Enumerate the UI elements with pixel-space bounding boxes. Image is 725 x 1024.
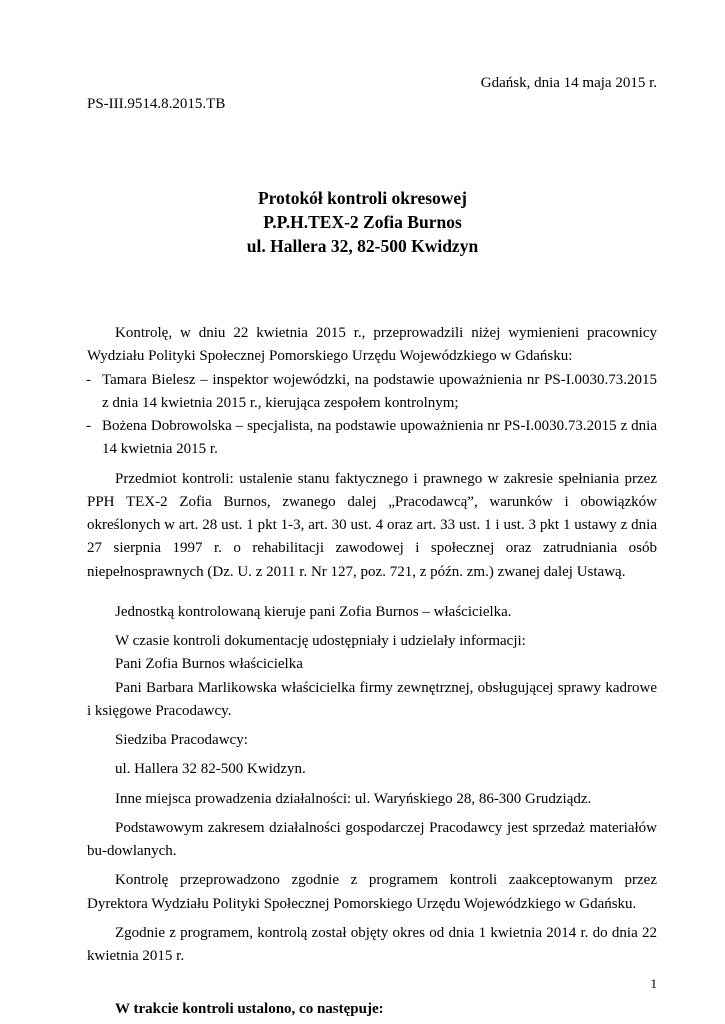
inspector-text: Bożena Dobrowolska – specjalista, na podstawie upoważnienia nr PS-I.0030.73.2015 z dnia 14 kwietnia 2015 r.: [102, 418, 657, 458]
intro-paragraph: Kontrolę, w dniu 22 kwietnia 2015 r., przeprowadzili niżej wymienieni pracownicy Wydziału Polityki Społecznej Pomorskiego Urzędu Wojewódzkiego w Gdańsku:: [87, 325, 657, 365]
title-line-2: P.P.H.TEX-2 Zofia Burnos: [263, 212, 462, 232]
other-places-paragraph: Inne miejsca prowadzenia działalności: ul. Waryńskiego 28, 86-300 Grudziądz.: [115, 790, 592, 807]
seat-label: Siedziba Pracodawcy:: [115, 732, 248, 748]
inspector-item: [87, 369, 657, 416]
seat-address: ul. Hallera 32 82-500 Kwidzyn.: [115, 761, 306, 778]
reference-number: PS-III.9514.8.2015.TB: [87, 96, 226, 112]
inspectors-list: [87, 369, 657, 462]
title-line-3: ul. Hallera 32, 82-500 Kwidzyn: [246, 236, 479, 256]
document-title: [0, 186, 725, 258]
inspector-item: [87, 415, 657, 462]
inspector-text: Tamara Bielesz – inspektor wojewódzki, na podstawie upoważnienia nr PS-I.0030.73.2015 z dnia 14 kwietnia 2015 r., kierująca zespołem kontrolnym;: [102, 371, 657, 411]
docs-person-1: Pani Zofia Burnos właścicielka: [115, 656, 303, 673]
place-date: Gdańsk, dnia 14 maja 2015 r.: [480, 75, 657, 91]
list-dash-marker: -: [86, 418, 91, 434]
program-paragraph: Kontrolę przeprowadzono zgodnie z programem kontroli zaakceptowanym przez Dyrektora Wydziału Polityki Społecznej Pomorskiego Urzędu Wojewódzkiego w Gdańsku.: [87, 872, 657, 912]
managed-by-paragraph: Jednostką kontrolowaną kieruje pani Zofia Burnos – właścicielka.: [115, 603, 512, 620]
subject-paragraph: Przedmiot kontroli: ustalenie stanu faktycznego i prawnego w zakresie spełniania przez PPH TEX-2 Zofia Burnos, zwanego dalej „Pracodawcą”, warunków i obowiązków określonych w art. 28 ust. 1 pkt 1-3, art. 30 ust. 4 oraz art. 33 ust. 1 i ust. 3 pkt 1 ustawy z dnia 27 sierpnia 1997 r. o rehabilitacji zawodowej i społecznej oraz zatrudniania osób niepełnosprawnych (Dz. U. z 2011 r. Nr 127, poz. 721, z późn. zm.) zwanej dalej Ustawą.: [87, 470, 657, 580]
page-number: 1: [650, 976, 657, 991]
docs-intro-paragraph: W czasie kontroli dokumentację udostępniały i udzielały informacji:: [115, 633, 526, 649]
period-paragraph: Zgodnie z programem, kontrolą został objęty okres od dnia 1 kwietnia 2014 r. do dnia 22 kwietnia 2015 r.: [87, 924, 657, 964]
docs-person-2: Pani Barbara Marlikowska właścicielka firmy zewnętrznej, obsługującej sprawy kadrowe i księgowe Pracodawcy.: [87, 679, 657, 719]
document-body: [87, 322, 657, 1022]
findings-heading: W trakcie kontroli ustalono, co następuje:: [115, 1001, 384, 1018]
list-dash-marker: -: [86, 371, 91, 388]
title-line-1: Protokół kontroli okresowej: [257, 188, 468, 208]
scope-paragraph: Podstawowym zakresem działalności gospodarczej Pracodawcy jest sprzedaż materiałów bu-dowlanych.: [87, 819, 657, 859]
